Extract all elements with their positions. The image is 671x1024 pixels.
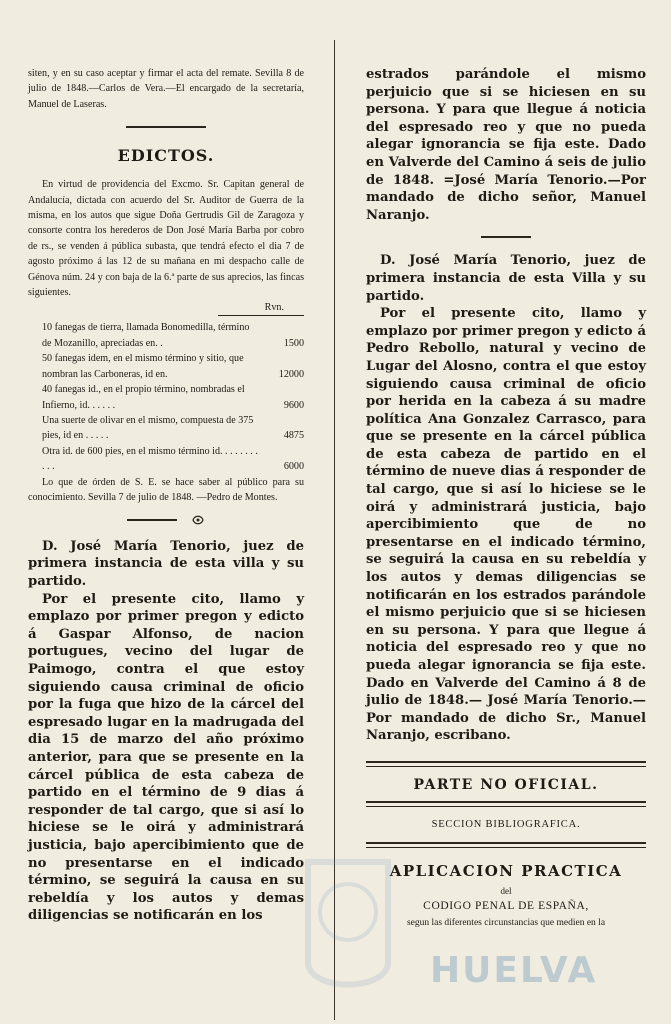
edictos-closing-text: Lo que de órden de S. E. se hace saber al público para su conocimiento. Sevilla 7 de julio de 1848. —Pedro de Montes. xyxy=(28,476,304,503)
aplicacion-practica-title: APLICACION PRACTICA xyxy=(389,861,623,880)
tenorio-edict-2 xyxy=(366,252,646,745)
section-rule xyxy=(126,126,206,128)
section-ornament xyxy=(28,513,304,526)
finca-description: Otra id. de 600 pies, en el mismo término id. . . . . . . . . . . xyxy=(42,445,258,473)
finca-amount: 4875 xyxy=(283,430,304,442)
left-column xyxy=(28,66,304,925)
edictos-closing xyxy=(28,475,304,506)
fleuron-icon xyxy=(191,514,205,526)
tenorio-edict-1-continued xyxy=(366,66,646,224)
double-rule xyxy=(366,761,646,767)
auction-closing-paragraph xyxy=(28,66,304,112)
section-rule xyxy=(481,236,531,238)
finca-amount: 9600 xyxy=(283,399,304,411)
tenorio-edict-2-body: Por el presente cito, llamo y emplazo por primer pregon y edicto á Pedro Rebollo, natural y vecino de Lugar del Alosno, contra el que estoy siguiendo causa criminal de oficio por herida en la cabeza á su madre política Ana Gonzalez Carrasco, para que se presente en la cárcel pública de esta cabeza de partido en el término de nueve dias á responder de tal cargo, que si así lo hiciese se le oirá y administrará justicia, bajo apercibimiento que de no presentarse en el indicado término, se seguirá la causa en su rebeldía y los autos y demas diligencias se notificarán en los estrados parándole el mismo perjuicio que si se hiciesen en su persona. Y para que llegue á noticia del espresado reo y que no pueda alegar ignorancia se fija este. Dado en Valverde del Camino á 8 de julio de 1848.— José María Tenorio.—Por mandado de dicho Sr., Manuel Naranjo, escribano. xyxy=(366,306,646,744)
fincas-table xyxy=(28,320,304,474)
seccion-bibliografica: SECCION BIBLIOGRAFICA. xyxy=(431,818,581,830)
double-rule xyxy=(366,801,646,807)
auction-closing-text: siten, y en su caso aceptar y firmar el acta del remate. Sevilla 8 de julio de 1848.—Carlos de Vera.—El encargado de la secretaría, Manuel de Laseras. xyxy=(28,68,304,110)
finca-description: 50 fanegas idem, en el mismo término y sitio, que nombran las Carboneras, id en. xyxy=(42,353,244,380)
tenorio-edict-1-continued-text: estrados parándole el mismo perjuicio que si se hiciesen en su persona. Y para que llegue á noticia del espresado reo y que no pueda alegar ignorancia se fija este. Dado en Valverde del Camino á seis de julio de 1848. =José María Tenorio.—Por mandado de dicho señor, Manuel Naranjo. xyxy=(366,67,646,223)
tenorio-edict-1-heading: D. José María Tenorio, juez de primera instancia de esta villa y su partido. xyxy=(28,538,304,590)
tenorio-edict-1-body: Por el presente cito, llamo y emplazo por primer pregon y edicto á Gaspar Alfonso, de nacion portugues, vecino del lugar de Paimogo, contra el que estoy siguiendo causa criminal de oficio por la fuga que hizo de la cárcel del espresado lugar en la madrugada del dia 15 de marzo del año próximo anterior, para que se presente en la cárcel pública de esta cabeza de partido en el término de 9 dias á responder de tal cargo, que si así lo hiciese se le oirá y administrará justicia, bajo apercibimiento que de no presentarse en el indicado término, se seguirá la causa en su rebeldía y los autos y demas diligencias se notificarán en los xyxy=(28,591,304,924)
table-row xyxy=(28,444,304,475)
del-text: del xyxy=(500,885,512,896)
finca-amount: 1500 xyxy=(283,337,304,349)
edictos-intro-text: En virtud de providencia del Excmo. Sr. Capitan general de Andalucía, dictada con acuerdo del Sr. Auditor de Guerra de la misma, en los autos que sigue Doña Gertrudis Gil de Zaragoza y consorte contra los herederos de Don José María Barba por cobro de rs., se venden á pública subasta, que tendrá efecto el dia 7 de agosto próximo á las 12 de su mañana en mi despacho calle de Génova núm. 24 y con baja de la 6.ª parte de sus aprecios, las fincas siguientes. xyxy=(28,179,304,299)
rvn-column-header: Rvn. xyxy=(264,302,284,314)
table-row xyxy=(28,320,304,351)
table-row xyxy=(28,351,304,382)
finca-description: 40 fanegas id., en el propio término, nombradas el Infierno, id. . . . . . xyxy=(42,384,245,411)
parte-no-oficial-heading: PARTE NO OFICIAL. xyxy=(413,776,599,793)
tenorio-edict-1 xyxy=(28,538,304,925)
codigo-penal-title: CODIGO PENAL DE ESPAÑA, xyxy=(423,899,589,912)
rvn-underline xyxy=(218,315,304,316)
table-row xyxy=(28,413,304,444)
right-column xyxy=(366,66,646,928)
tenorio-edict-2-heading: D. José María Tenorio, juez de primera instancia de esta Villa y su partido. xyxy=(366,253,646,304)
finca-amount: 6000 xyxy=(283,461,304,473)
segun-text: segun las diferentes circunstancias que medien en la xyxy=(406,917,606,928)
edictos-heading: EDICTOS. xyxy=(117,146,215,166)
finca-amount: 12000 xyxy=(278,368,304,380)
finca-description: 10 fanegas de tierra, llamada Bonomedilla, término de Mozanillo, apreciadas en. . xyxy=(42,322,250,349)
finca-description: Una suerte de olivar en el mismo, compuesta de 375 pies, id en . . . . . xyxy=(42,414,254,442)
ornament-rule xyxy=(127,519,177,521)
watermark-text: HUELVA xyxy=(430,950,598,991)
table-row xyxy=(28,382,304,413)
edictos-intro xyxy=(28,177,304,300)
